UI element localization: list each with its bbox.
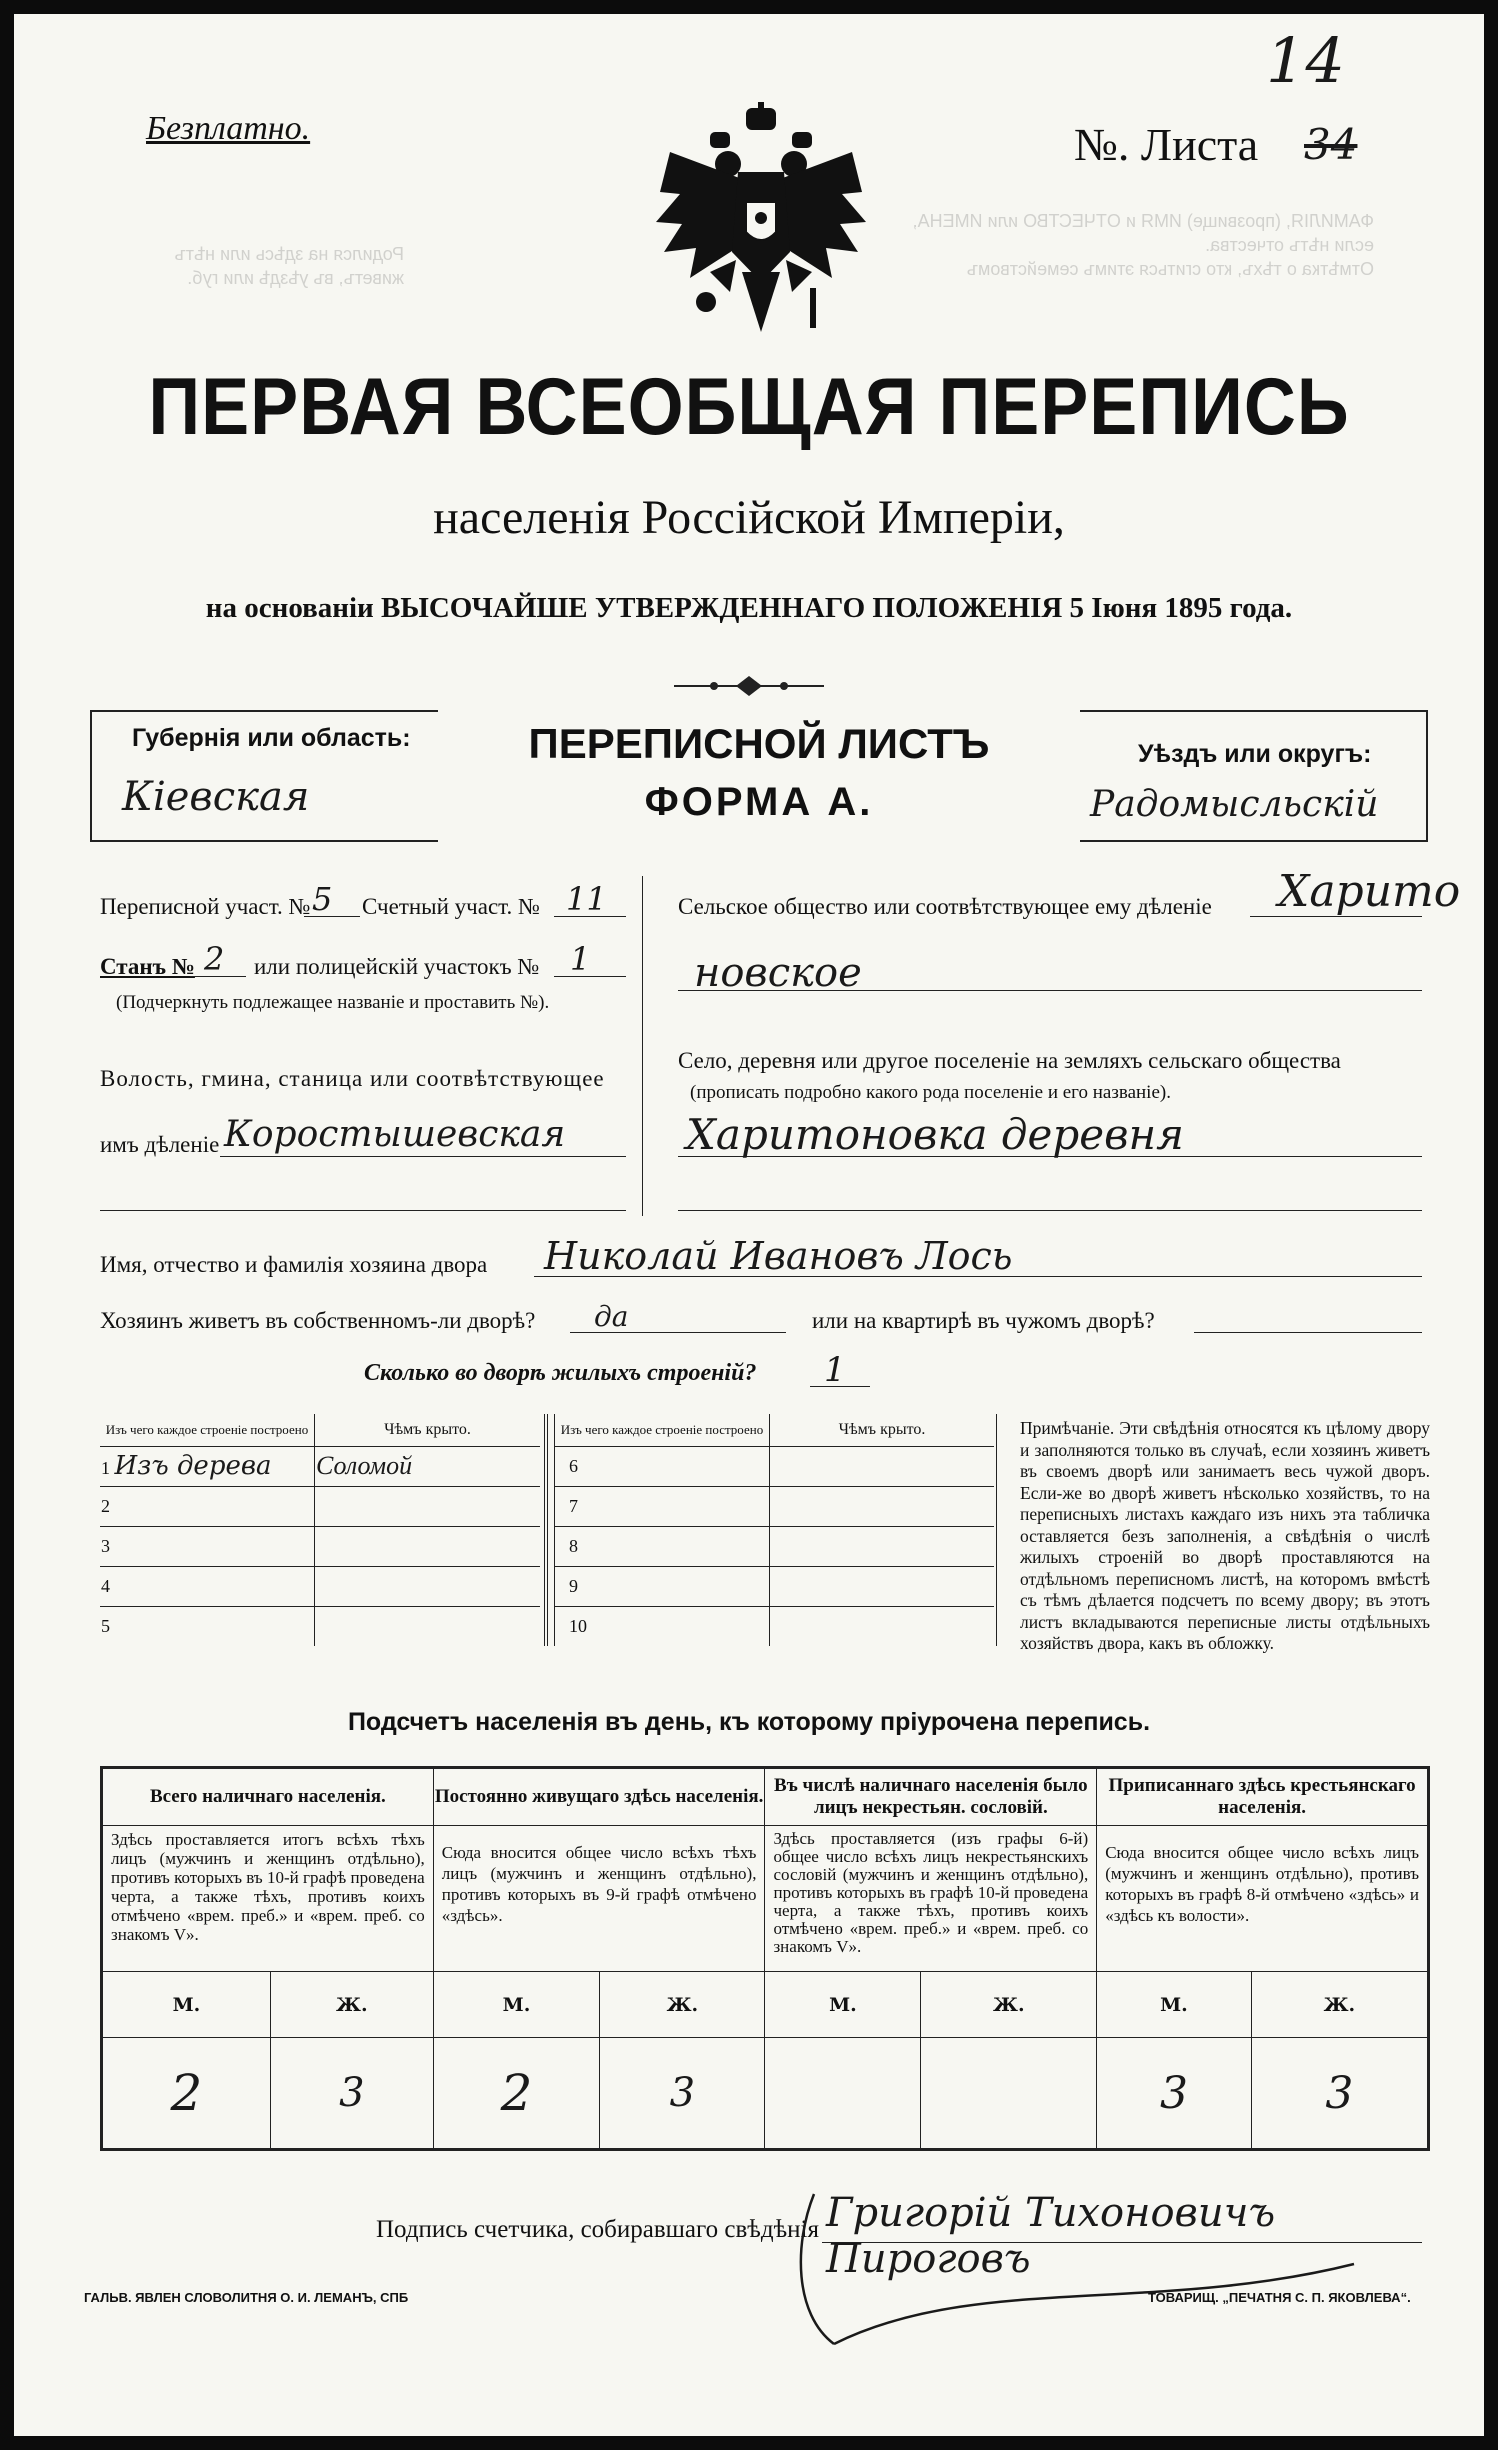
nonpeasant-male-value[interactable] [765, 2038, 921, 2150]
building-row [555, 1566, 770, 1606]
row-number: 3 [101, 1535, 110, 1556]
province-label: Губернія или область: [132, 724, 411, 752]
village-value[interactable]: Харитоновка деревня [686, 1110, 1184, 1159]
roof-value[interactable] [770, 1526, 995, 1566]
buildings-value[interactable]: 1 [824, 1350, 846, 1390]
col-total-desc: Здѣсь проставляется итогъ всѣхъ тѣхъ лицъ (мужчинъ и женщинъ отдѣльно), противъ которыхъ въ 10-й графѣ проведена черта, а также тѣхъ, противъ коихъ отмѣчено «врем. преб.» и «врем. преб. со знакомъ V». [102, 1826, 434, 1972]
zh-header: Ж. [600, 1972, 765, 2038]
row-number: 8 [569, 1535, 578, 1556]
census-area-value[interactable]: 5 [312, 880, 333, 918]
buildings-table-left [100, 1414, 540, 1646]
roof-text: Соломой [316, 1451, 413, 1480]
page-subtitle: населенія Россійской Имперіи, [433, 491, 1065, 544]
roof-value[interactable] [770, 1606, 995, 1646]
village-line-2 [678, 1210, 1422, 1211]
volost-value[interactable]: Коростышевская [224, 1114, 566, 1155]
volost-line [220, 1156, 626, 1157]
total-male-value[interactable]: 2 [102, 2038, 271, 2150]
row-number: 5 [101, 1615, 110, 1636]
buildings-table-right [554, 1414, 994, 1646]
regulation-basis: на основаніи ВЫСОЧАЙШЕ УТВЕРЖДЕННАГО ПОЛОЖЕНІЯ 5 Іюня 1895 года. [205, 592, 1293, 624]
table-right-border [996, 1414, 997, 1646]
census-area-label: Переписной участ. № [100, 894, 311, 919]
counting-area-value[interactable]: 11 [566, 880, 607, 918]
m-header: М. [1097, 1972, 1252, 2038]
m-header: М. [433, 1972, 600, 2038]
page-number: 14 [1266, 24, 1345, 97]
volost-label: Волость, гмина, станица или соотвѣтствующее [100, 1066, 605, 1091]
row-number: 7 [569, 1495, 578, 1516]
roof-value[interactable] [315, 1606, 541, 1646]
sheet-number-label: №. Листа [1074, 119, 1259, 170]
building-row [100, 1486, 315, 1526]
col-nonpeasant-desc: Здѣсь проставляется (изъ графы 6-й) общее число всѣхъ лицъ некрестьянскихъ сословій (мужчинъ и женщинъ отдѣльно), противъ которыхъ въ графѣ 10-й проведена черта, а также тѣхъ, противъ коихъ отмѣчено «врем. преб.» и «врем. преб. со знакомъ V». [765, 1826, 1097, 1972]
rent-line [1194, 1332, 1422, 1333]
row-number: 4 [101, 1575, 110, 1596]
counting-area-label: Счетный участ. № [362, 894, 540, 919]
form-a-title: ФОРМА А. [644, 780, 874, 824]
printer-right: ТОВАРИЩ. „ПЕЧАТНЯ С. П. ЯКОВЛЕВА“. [1148, 2290, 1411, 2305]
district-label: Уѣздъ или округъ: [1138, 740, 1372, 768]
permanent-female-value[interactable]: 3 [600, 2038, 765, 2150]
census-sheet-title: ПЕРЕПИСНОЙ ЛИСТЪ [528, 720, 990, 767]
signature-flourish [774, 2154, 1374, 2354]
row-number: 1 [101, 1458, 110, 1478]
volost-label-2: имъ дѣленіе [100, 1132, 220, 1157]
community-label: Сельское общество или соотвѣтствующее ему дѣленіе [678, 894, 1212, 919]
table-divider [544, 1414, 548, 1646]
census-sheet [14, 14, 1484, 2436]
row-number: 2 [101, 1495, 110, 1516]
bleed-through-text: ФАМИЛІЯ, (прозвище) ИМЯ и ОТЧЕСТВО или ИМЕНА, если нѣтъ отчества. Отмѣтка о тѣхъ, кто сгиться этимъ семействомъ [912, 211, 1374, 279]
row-number: 10 [569, 1615, 587, 1636]
community-value-2[interactable]: новское [694, 950, 862, 996]
ornament-divider [674, 674, 824, 698]
row-number: 9 [569, 1575, 578, 1596]
signature-label: Подпись счетчика, собиравшаго свѣдѣнія [376, 2216, 819, 2243]
col-permanent-desc: Сюда вносится общее число всѣхъ тѣхъ лицъ (мужчинъ и женщинъ отдѣльно), противъ которыхъ въ 9-й графѣ отмѣчено «здѣсь». [433, 1826, 765, 1972]
m-header: М. [765, 1972, 921, 2038]
roof-header-right: Чѣмъ крыто. [770, 1414, 995, 1446]
peasant-male-value[interactable]: 3 [1097, 2038, 1252, 2150]
province-value[interactable]: Кіевская [122, 774, 310, 820]
building-row [555, 1526, 770, 1566]
roof-value[interactable] [770, 1486, 995, 1526]
sheet-number-value: 34 [1304, 120, 1358, 169]
col-permanent-title: Постоянно живущаго здѣсь населенія. [433, 1768, 765, 1826]
police-value[interactable]: 1 [570, 940, 591, 978]
owner-name-value[interactable]: Николай Ивановъ Лось [544, 1234, 1013, 1278]
bleed-through-text-left: Родился на здѣсь или нѣтъ живетъ, въ уѣздѣ или губ. [174, 244, 404, 288]
roof-value[interactable] [315, 1526, 541, 1566]
own-yard-label: Хозяинъ живетъ въ собственномъ-ли дворѣ? [100, 1308, 536, 1333]
building-row [100, 1566, 315, 1606]
building-row [555, 1486, 770, 1526]
signature-value[interactable]: Григорій Тихоновичъ Пироговъ [826, 2190, 1276, 2282]
zh-header: Ж. [921, 1972, 1097, 2038]
row-number: 6 [569, 1455, 578, 1476]
peasant-female-value[interactable]: 3 [1251, 2038, 1428, 2150]
community-value[interactable]: Харито [1278, 866, 1461, 917]
material-header: Изъ чего каждое строеніе построено [100, 1414, 315, 1446]
note-text: Примѣчаніе. Эти свѣдѣнія относятся къ цѣлому двору и заполняются только въ случаѣ, если хозяинъ живетъ въ своемъ дворѣ или занимаетъ весь чужой дворъ. Если-же во дворѣ живетъ нѣсколько хозяйствъ, то на переписныхъ листахъ каждаго изъ нихъ эта табличка оставляется безъ заполненія, а свѣдѣнія о числѣ жилыхъ строеній во дворѣ проставляются на отдѣльномъ переписномъ листѣ, на которомъ вмѣстѣ съ тѣмъ дѣлается подсчетъ по всему двору; въ этотъ листъ вкладываются переписные листы отдѣльныхъ хозяйствъ двора, какъ въ обложку. [1020, 1418, 1430, 1653]
population-heading: Подсчетъ населенія въ день, къ которому пріурочена перепись. [347, 1708, 1151, 1736]
column-divider [642, 876, 643, 1216]
roof-value[interactable] [315, 1566, 541, 1606]
village-label: Село, деревня или другое поселеніе на земляхъ сельскаго общества [678, 1048, 1341, 1073]
roof-value[interactable] [315, 1446, 541, 1486]
page-title: ПЕРВАЯ ВСЕОБЩАЯ ПЕРЕПИСЬ [148, 362, 1350, 452]
m-header: М. [102, 1972, 271, 2038]
zh-header: Ж. [1251, 1972, 1428, 2038]
col-nonpeasant-title: Въ числѣ наличнаго населенія было лицъ некрестьян. сословій. [765, 1768, 1097, 1826]
roof-value[interactable] [770, 1446, 995, 1486]
nonpeasant-female-value[interactable] [921, 2038, 1097, 2150]
stan-value[interactable]: 2 [204, 940, 225, 978]
volost-line-2 [100, 1210, 626, 1211]
total-female-value[interactable]: 3 [270, 2038, 433, 2150]
own-yard-value[interactable]: да [594, 1300, 629, 1333]
zh-header: Ж. [270, 1972, 433, 2038]
building-row [555, 1446, 770, 1486]
roof-value[interactable] [770, 1566, 995, 1606]
building-row [100, 1526, 315, 1566]
col-peasant-title: Приписаннаго здѣсь крестьянскаго населенія. [1097, 1768, 1429, 1826]
village-note: (прописать подробно какого рода поселеніе и его названіе). [690, 1082, 1171, 1103]
permanent-male-value[interactable]: 2 [433, 2038, 600, 2150]
building-row [555, 1606, 770, 1646]
building-row [100, 1606, 315, 1646]
buildings-label: Сколько во дворѣ жилыхъ строеній? [364, 1360, 757, 1386]
population-table [100, 1766, 1430, 2151]
building-row [100, 1446, 315, 1486]
roof-value[interactable] [315, 1486, 541, 1526]
col-total-title: Всего наличнаго населенія. [102, 1768, 434, 1826]
material-value[interactable]: Изъ дерева [114, 1451, 272, 1481]
owner-name-label: Имя, отчество и фамилія хозяина двора [100, 1252, 488, 1277]
col-peasant-desc: Сюда вносится общее число всѣхъ лицъ (мужчинъ и женщинъ отдѣльно), противъ которыхъ въ графѣ 8-й отмѣчено «здѣсь» и «здѣсь къ волости». [1097, 1826, 1429, 1972]
roof-header: Чѣмъ крыто. [315, 1414, 541, 1446]
printer-left: ГАЛЬВ. ЯВЛЕН СЛОВОЛИТНЯ О. И. ЛЕМАНЪ, СПБ [84, 2290, 409, 2305]
police-label: или полицейскій участокъ № [254, 954, 540, 979]
material-header-right: Изъ чего каждое строеніе построено [555, 1414, 770, 1446]
free-label: Безплатно. [146, 110, 311, 147]
imperial-eagle-icon [650, 102, 872, 342]
stan-label: Станъ № [100, 954, 195, 979]
district-value[interactable]: Радомысльскій [1090, 784, 1379, 825]
underline-note: (Подчеркнуть подлежащее названіе и проставить №). [116, 992, 550, 1013]
rent-label: или на квартирѣ въ чужомъ дворѣ? [812, 1308, 1155, 1333]
